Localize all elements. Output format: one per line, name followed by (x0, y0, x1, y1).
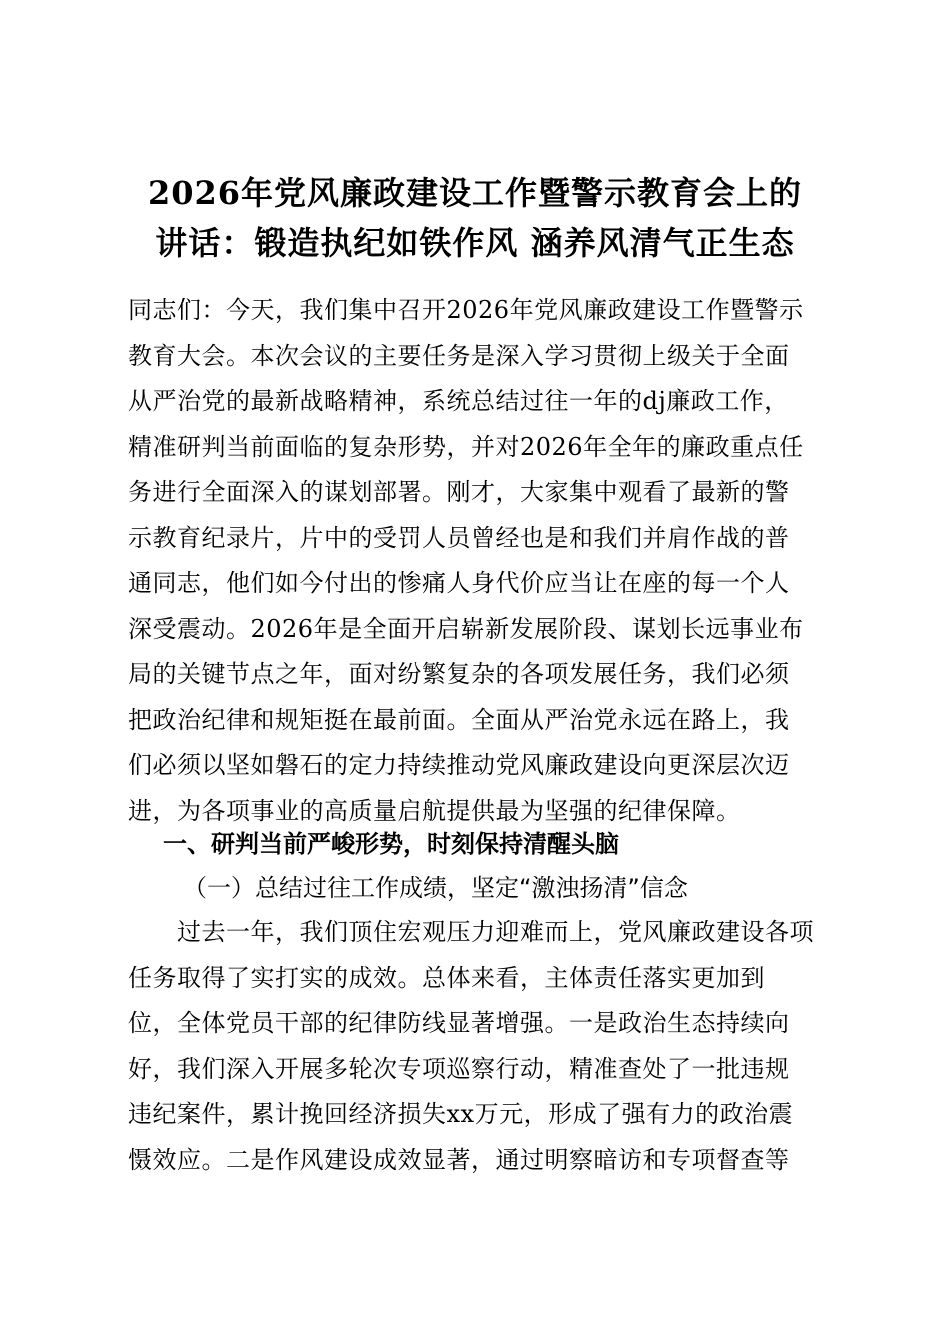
text-line: 精准研判当前面临的复杂形势，并对2026年全年的廉政重点任 (128, 432, 804, 461)
text-line: 教育大会。本次会议的主要任务是深入学习贯彻上级关于全面 (128, 341, 790, 370)
body-paragraph (128, 910, 828, 1183)
text-line: 深受震动。2026年是全面开启崭新发展阶段、谋划长远事业布 (128, 614, 804, 643)
document-title (120, 168, 830, 268)
text-line: 任务取得了实打实的成效。总体来看，主体责任落实更加到 (128, 963, 765, 992)
text-line: 通同志，他们如今付出的惨痛人身代价应当让在座的每一个人 (128, 569, 790, 597)
text-line: 同志们：今天，我们集中召开2026年党风廉政建设工作暨警示 (128, 296, 804, 324)
section-heading: 一、研判当前严峻形势，时刻保持清醒头脑 (163, 830, 619, 858)
text-line: 进，为各项事业的高质量启航提供最为坚强的纪律保障。 (128, 796, 741, 825)
text-line: 位，全体党员干部的纪律防线显著增强。一是政治生态持续向 (128, 1009, 790, 1037)
intro-paragraph (128, 288, 828, 834)
text-line: 违纪案件，累计挽回经济损失xx万元，形成了强有力的政治震 (128, 1100, 794, 1128)
text-line: 局的关键节点之年，面对纷繁复杂的各项发展任务，我们必须 (128, 660, 790, 688)
text-line: 从严治党的最新战略精神，系统总结过往一年的dj廉政工作， (128, 387, 789, 415)
text-line: 过去一年，我们顶住宏观压力迎难而上，党风廉政建设各项 (128, 918, 814, 946)
text-line: 好，我们深入开展多轮次专项巡察行动，精准查处了一批违规 (128, 1054, 790, 1083)
text-line: 把政治纪律和规矩挺在最前面。全面从严治党永远在路上，我 (128, 705, 790, 734)
subsection-heading: （一）总结过往工作成绩，坚定“激浊扬清”信念 (183, 874, 688, 902)
text-line: 示教育纪录片，片中的受罚人员曾经也是和我们并肩作战的普 (128, 523, 790, 552)
title-line: 2026年党风廉政建设工作暨警示教育会上的 (147, 174, 803, 212)
text-line: 务进行全面深入的谋划部署。刚才，大家集中观看了最新的警 (128, 478, 790, 506)
text-line: 们必须以坚如磐石的定力持续推动党风廉政建设向更深层次迈 (128, 751, 790, 779)
title-line: 讲话：锻造执纪如铁作风 涵养风清气正生态 (155, 224, 795, 262)
text-line: 慑效应。二是作风建设成效显著，通过明察暗访和专项督查等 (128, 1145, 790, 1174)
